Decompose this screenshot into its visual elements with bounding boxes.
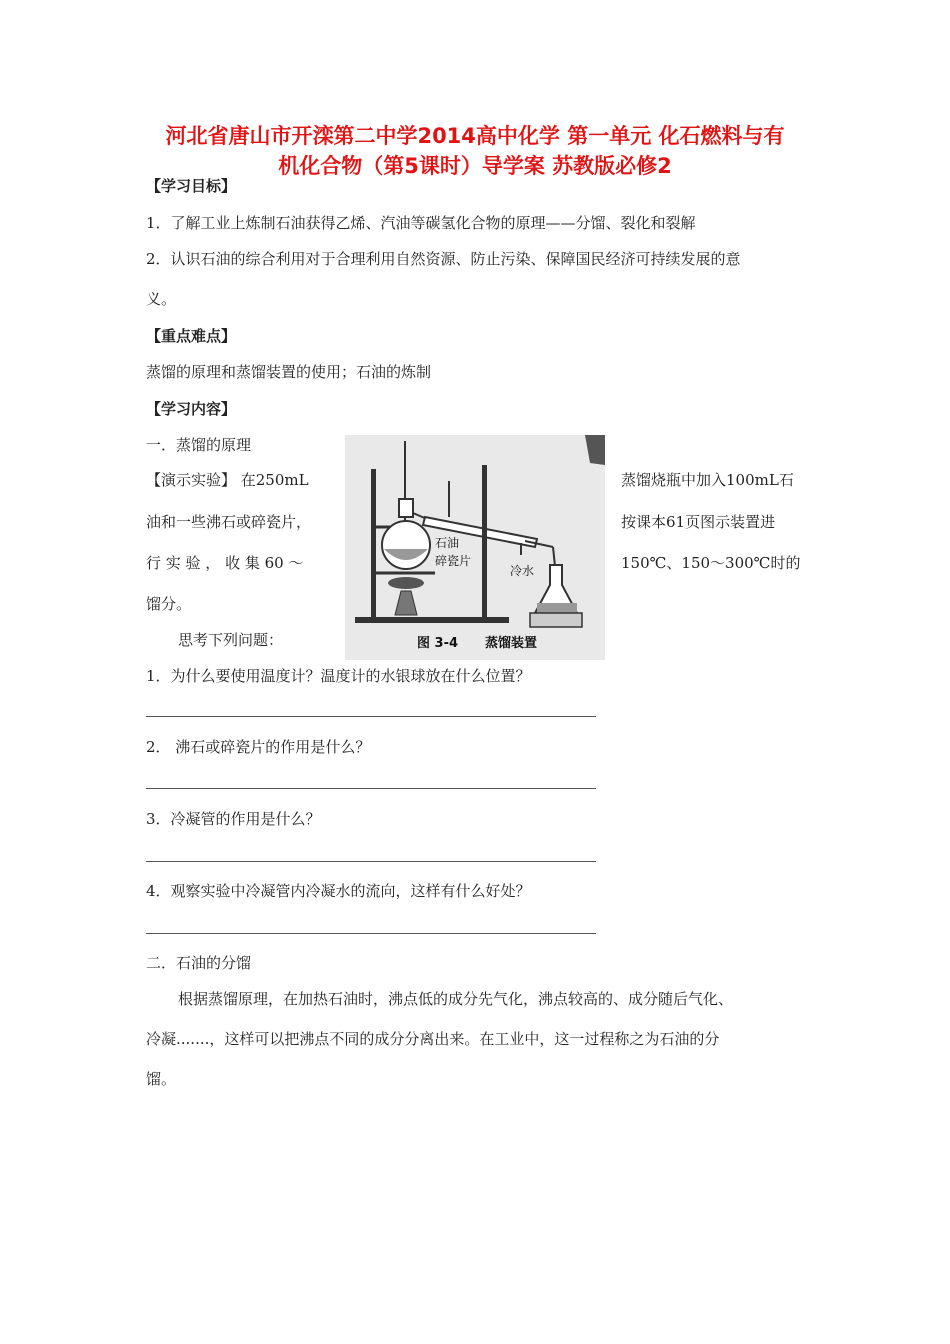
question-4: 4．观察实验中冷凝管内冷凝水的流向，这样有什么好处？ <box>146 882 531 900</box>
label-porcelain: 碎瓷片 <box>435 554 472 568</box>
answer-line-2 <box>146 788 596 789</box>
title-line-1: 河北省唐山市开滦第二中学2014高中化学 第一单元 化石燃料与有 <box>165 124 785 148</box>
label-cold-water: 冷水 <box>510 564 535 578</box>
answer-line-4 <box>146 933 596 934</box>
demo-text-left-1: 【演示实验】 在250mL <box>146 471 309 489</box>
demo-text-left-4: 馏分。 <box>146 595 192 613</box>
section-1-title: 一．蒸馏的原理 <box>146 436 252 454</box>
demo-text-left-2: 油和一些沸石或碎瓷片， <box>146 513 312 531</box>
caption-text: 蒸馏装置 <box>485 636 538 651</box>
caption-number: 图 3-4 <box>417 636 459 651</box>
title-line-2: 机化合物（第5课时）导学案 苏教版必修2 <box>278 154 672 178</box>
demo-text-right-3: 150℃、150～300℃时的 <box>621 554 801 572</box>
paragraph-line-1: 根据蒸馏原理，在加热石油时，沸点低的成分先气化，沸点较高的、成分随后气化、 <box>178 990 734 1008</box>
question-1: 1．为什么要使用温度计？温度计的水银球放在什么位置？ <box>146 667 531 685</box>
label-oil: 石油 <box>435 536 460 550</box>
content-heading: 【学习内容】 <box>146 400 237 418</box>
answer-line-3 <box>146 861 596 862</box>
demo-text-right-1: 蒸馏烧瓶中加入100mL石 <box>621 471 794 489</box>
demo-text-left-3: 行 实 验 ， 收 集 60 ～ <box>146 554 304 572</box>
goal-item-2-cont: 义。 <box>146 290 177 308</box>
demo-text-right-2: 按课本61页图示装置进 <box>621 513 776 531</box>
key-points-heading: 【重点难点】 <box>146 327 237 345</box>
distillation-apparatus-drawing <box>345 435 605 660</box>
question-2: 2． 沸石或碎瓷片的作用是什么？ <box>146 738 371 756</box>
section-2-title: 二．石油的分馏 <box>146 954 252 972</box>
think-prompt: 思考下列问题： <box>178 631 284 649</box>
key-points-text: 蒸馏的原理和蒸馏装置的使用；石油的炼制 <box>146 363 432 381</box>
paragraph-line-2: 冷凝.......，这样可以把沸点不同的成分分离出来。在工业中，这一过程称之为石油的分 <box>146 1030 720 1048</box>
goal-item-2: 2．认识石油的综合利用对于合理利用自然资源、防止污染、保障国民经济可持续发展的意 <box>146 250 741 268</box>
answer-line-1 <box>146 716 596 717</box>
document-title <box>120 121 830 181</box>
goals-heading: 【学习目标】 <box>146 177 237 195</box>
paragraph-line-3: 馏。 <box>146 1070 177 1088</box>
goal-item-1: 1．了解工业上炼制石油获得乙烯、汽油等碳氢化合物的原理——分馏、裂化和裂解 <box>146 214 696 232</box>
distillation-apparatus-figure <box>345 435 605 660</box>
question-3: 3．冷凝管的作用是什么？ <box>146 810 321 828</box>
